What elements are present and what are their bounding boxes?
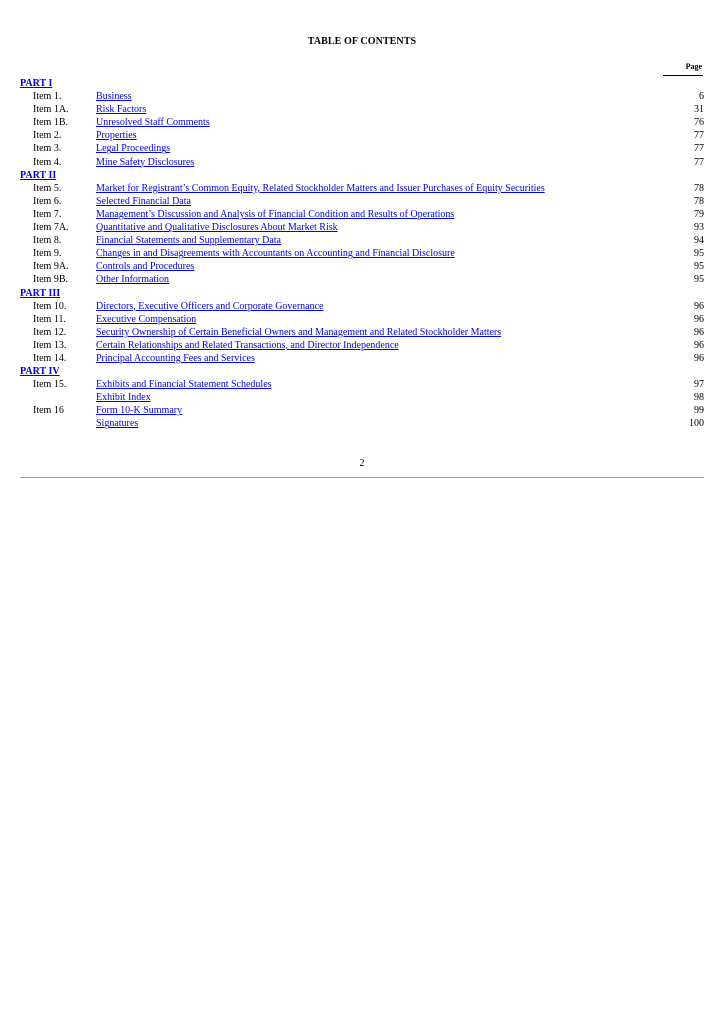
toc-item-row xyxy=(20,247,704,260)
toc-item-row xyxy=(20,182,704,195)
toc-item-page-number: 6 xyxy=(699,91,704,103)
toc-item-link[interactable]: Executive Compensation xyxy=(96,313,197,325)
toc-item-number: Item 7. xyxy=(33,208,62,220)
toc-item-link[interactable]: Management’s Discussion and Analysis of Financial Condition and Results of Operations xyxy=(96,208,455,220)
toc-item-link[interactable]: Selected Financial Data xyxy=(96,195,191,207)
toc-item-number: Item 7A. xyxy=(33,222,69,234)
toc-item-page-number: 100 xyxy=(689,418,704,430)
toc-item-page-number: 96 xyxy=(694,326,704,338)
toc-item-link[interactable]: Quantitative and Qualitative Disclosures About Market Risk xyxy=(96,222,338,234)
toc-item-page-number: 77 xyxy=(694,143,704,155)
toc-item-row xyxy=(20,116,704,129)
toc-item-page-number: 76 xyxy=(694,117,704,129)
toc-item-link[interactable]: Market for Registrant’s Common Equity, Related Stockholder Matters and Issuer Purchases of Equity Securities xyxy=(96,182,545,194)
toc-part-row xyxy=(20,287,704,300)
table-of-contents xyxy=(20,77,704,431)
toc-item-page-number: 95 xyxy=(694,274,704,286)
toc-item-link[interactable]: Legal Proceedings xyxy=(96,143,171,155)
toc-item-row xyxy=(20,103,704,116)
toc-item-link[interactable]: Exhibit Index xyxy=(96,392,151,404)
toc-item-link[interactable]: Risk Factors xyxy=(96,104,147,116)
toc-item-number: Item 1. xyxy=(33,91,62,103)
toc-item-number: Item 3. xyxy=(33,143,62,155)
toc-item-number: Item 2. xyxy=(33,130,62,142)
toc-part-row xyxy=(20,169,704,182)
toc-item-page-number: 77 xyxy=(694,156,704,168)
toc-item-page-number: 93 xyxy=(694,222,704,234)
toc-item-number: Item 9. xyxy=(33,248,62,260)
toc-item-row xyxy=(20,339,704,352)
toc-part-link[interactable]: PART III xyxy=(20,287,61,299)
toc-item-row xyxy=(20,313,704,326)
page-column-header-underline xyxy=(663,75,703,76)
toc-part-row xyxy=(20,77,704,90)
toc-item-number: Item 14. xyxy=(33,352,67,364)
toc-item-page-number: 78 xyxy=(694,182,704,194)
toc-item-number: Item 1B. xyxy=(33,117,68,129)
toc-item-row xyxy=(20,378,704,391)
toc-item-link[interactable]: Mine Safety Disclosures xyxy=(96,156,195,168)
toc-item-page-number: 96 xyxy=(694,352,704,364)
toc-item-page-number: 96 xyxy=(694,313,704,325)
toc-item-row xyxy=(20,417,704,430)
toc-item-row xyxy=(20,260,704,273)
toc-item-number: Item 6. xyxy=(33,195,62,207)
toc-item-link[interactable]: Exhibits and Financial Statement Schedules xyxy=(96,379,272,391)
toc-item-number: Item 12. xyxy=(33,326,67,338)
toc-item-number: Item 9B. xyxy=(33,274,68,286)
toc-item-number: Item 15. xyxy=(33,379,67,391)
toc-item-row xyxy=(20,195,704,208)
toc-item-row xyxy=(20,221,704,234)
toc-item-link[interactable]: Business xyxy=(96,91,132,103)
page-title: TABLE OF CONTENTS xyxy=(307,36,417,47)
toc-item-link[interactable]: Certain Relationships and Related Transactions, and Director Independence xyxy=(96,339,399,351)
toc-item-number: Item 11. xyxy=(33,313,66,325)
toc-item-link[interactable]: Properties xyxy=(96,130,137,142)
toc-item-page-number: 94 xyxy=(694,235,704,247)
toc-item-link[interactable]: Directors, Executive Officers and Corporate Governance xyxy=(96,300,324,312)
toc-item-page-number: 78 xyxy=(694,195,704,207)
footer-page-number: 2 xyxy=(359,458,365,469)
toc-item-number: Item 8. xyxy=(33,235,62,247)
toc-item-row xyxy=(20,391,704,404)
toc-item-row xyxy=(20,326,704,339)
toc-item-page-number: 79 xyxy=(694,208,704,220)
toc-item-page-number: 98 xyxy=(694,392,704,404)
toc-item-page-number: 77 xyxy=(694,130,704,142)
toc-item-row xyxy=(20,352,704,365)
footer-divider xyxy=(20,477,704,478)
toc-item-number: Item 9A. xyxy=(33,261,69,273)
toc-item-page-number: 97 xyxy=(694,379,704,391)
toc-item-link[interactable]: Signatures xyxy=(96,418,139,430)
toc-item-row xyxy=(20,300,704,313)
toc-item-row xyxy=(20,234,704,247)
toc-item-row xyxy=(20,208,704,221)
toc-part-row xyxy=(20,365,704,378)
toc-item-link[interactable]: Principal Accounting Fees and Services xyxy=(96,352,255,364)
toc-part-link[interactable]: PART I xyxy=(20,78,53,89)
toc-item-row xyxy=(20,129,704,142)
toc-item-link[interactable]: Controls and Procedures xyxy=(96,261,195,273)
toc-item-link[interactable]: Other Information xyxy=(96,274,170,286)
toc-item-link[interactable]: Unresolved Staff Comments xyxy=(96,117,210,129)
toc-item-row xyxy=(20,90,704,103)
toc-item-page-number: 95 xyxy=(694,261,704,273)
toc-item-link[interactable]: Form 10-K Summary xyxy=(96,405,183,417)
toc-item-page-number: 95 xyxy=(694,248,704,260)
toc-item-page-number: 31 xyxy=(694,104,704,116)
toc-item-row xyxy=(20,404,704,417)
toc-part-link[interactable]: PART IV xyxy=(20,366,60,378)
toc-item-link[interactable]: Financial Statements and Supplementary Data xyxy=(96,235,281,247)
toc-item-page-number: 96 xyxy=(694,339,704,351)
toc-item-row xyxy=(20,156,704,169)
toc-item-number: Item 13. xyxy=(33,339,67,351)
toc-item-number: Item 4. xyxy=(33,156,62,168)
toc-item-page-number: 96 xyxy=(694,300,704,312)
toc-item-link[interactable]: Security Ownership of Certain Beneficial Owners and Management and Related Stockholder Matters xyxy=(96,326,502,338)
toc-part-link[interactable]: PART II xyxy=(20,169,57,181)
toc-item-row xyxy=(20,142,704,155)
toc-item-row xyxy=(20,273,704,286)
toc-item-number: Item 1A. xyxy=(33,104,69,116)
toc-item-number: Item 16 xyxy=(33,405,64,417)
toc-item-number: Item 10. xyxy=(33,300,67,312)
toc-item-number: Item 5. xyxy=(33,182,62,194)
page-column-header: Page xyxy=(685,62,702,71)
toc-item-page-number: 99 xyxy=(694,405,704,417)
toc-item-link[interactable]: Changes in and Disagreements with Accountants on Accounting and Financial Disclosure xyxy=(96,248,455,260)
